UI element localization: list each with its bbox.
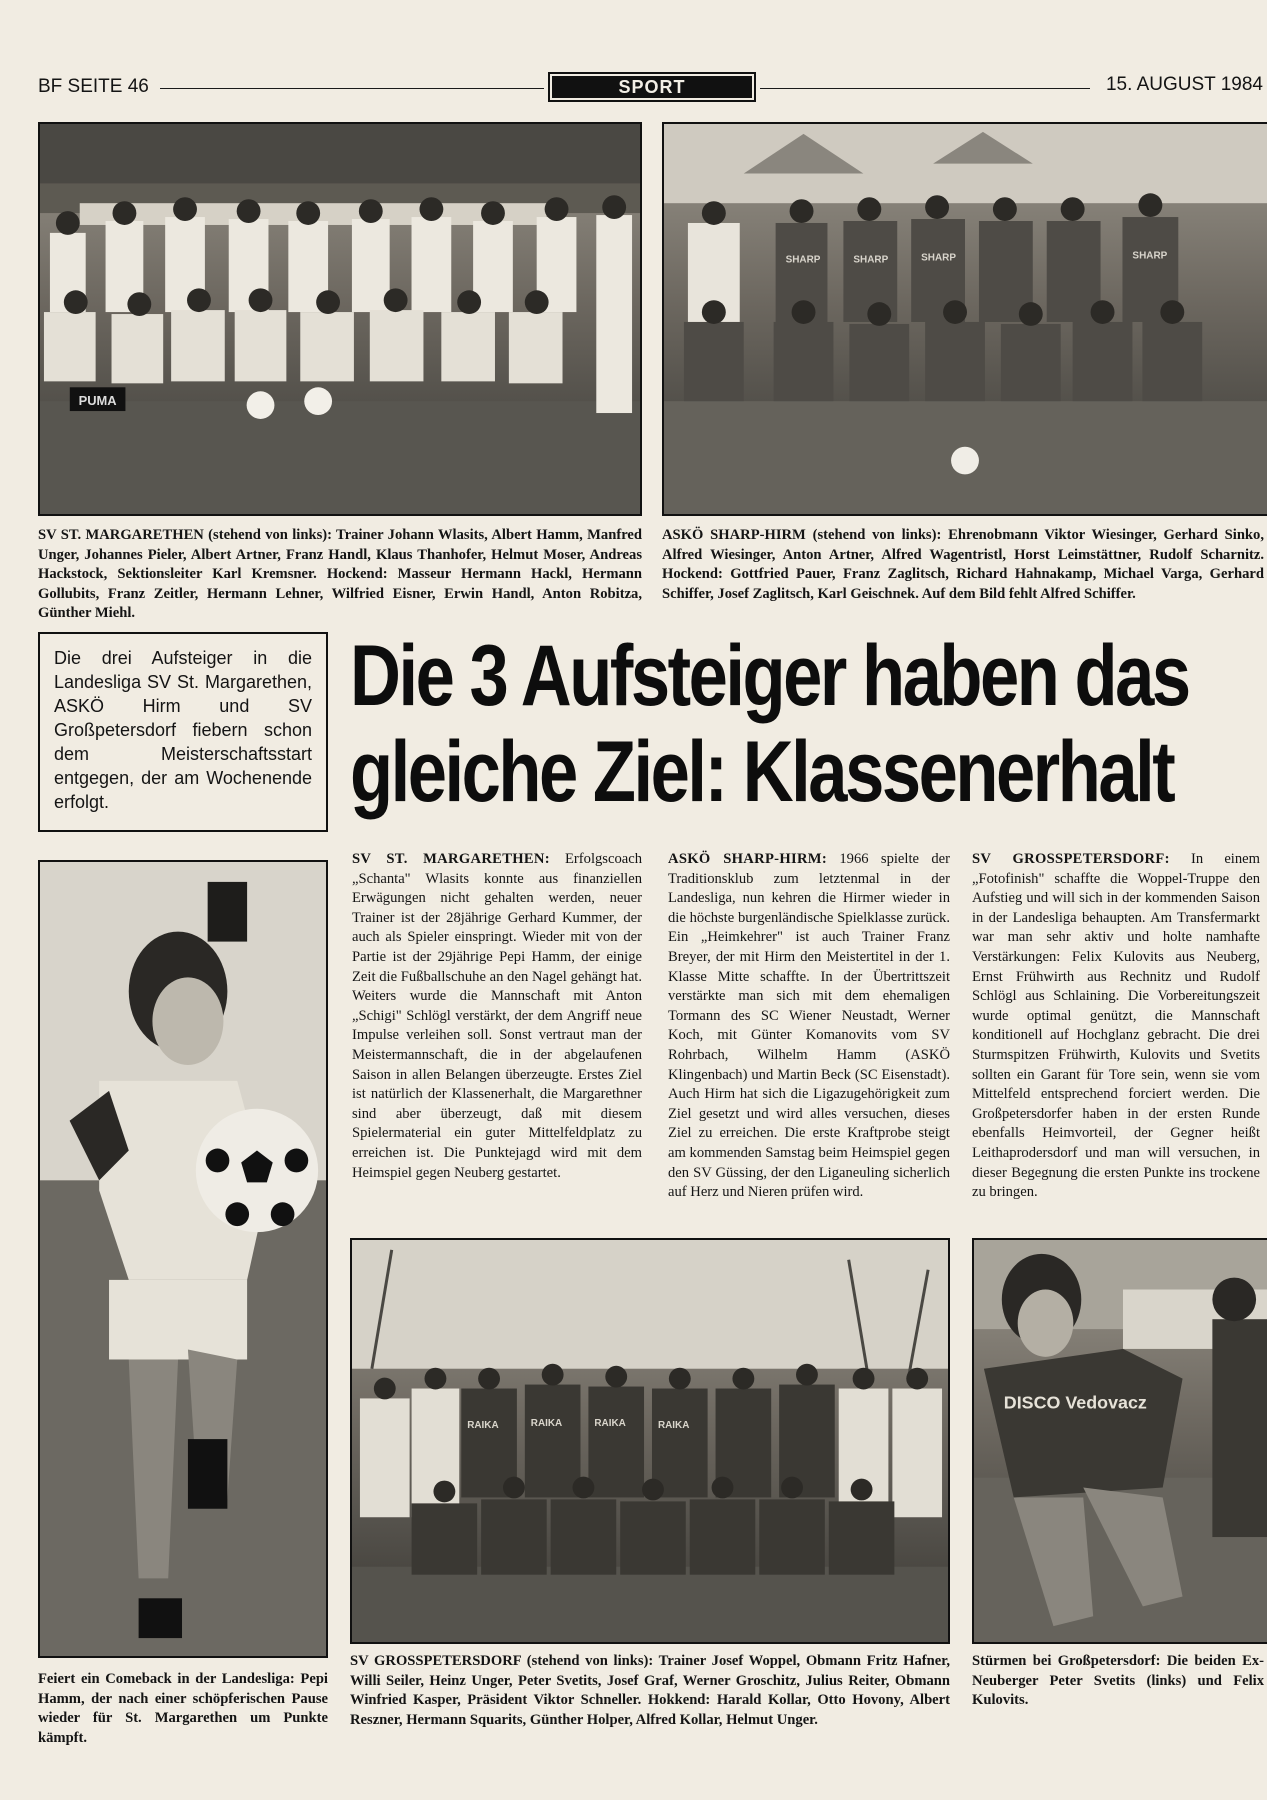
header-rule-right <box>760 88 1090 89</box>
sign-raika-4: RAIKA <box>657 1420 690 1432</box>
section-label-box <box>548 72 756 102</box>
article-st-margarethen: SV ST. MARGARETHEN: Erfolgscoach „Schanta" Wlasits konnte aus finanziellen Erwägungen nicht gehalten werden, neuer Trainer ist der 28jährige Gerhard Kummer, der auch als Spieler einspringt. Wieder mit von der Partie ist der 29jährige Pepi Hamm, der einige Zeit die Fußballschuhe an den Nagel gehängt hat. Weiters wurde die Mannschaft mit Anton „Schigi" Schlögl verstärkt, der dem Angriff neue Impulse verleihen soll. Sonst vertraut man der Meistermannschaft, die in der abgelaufenen Saison in allen Belangen überzeugte. Erstes Ziel ist natürlich der Klassenerhalt, die Margarethner sind aber überzeugt, daß mit diesem Spielermaterial ein guter Mittelfeldplatz zu erreichen ist. Die Punktejagd wird mit dem Heimspiel gegen Neuberg gestartet. <box>352 851 642 1181</box>
caption-grosspetersdorf: SV GROSSPETERSDORF (stehend von links): Trainer Josef Woppel, Obmann Fritz Hafner, Willi Seiler, Heinz Unger, Peter Svetits, Josef Graf, Werner Groschitz, Julius Reiter, Obmann Winfried Kasper, Präsident Viktor Schneller. Hokkend: Harald Kollar, Otto Hovony, Albert Reszner, Hermann Squarits, Günther Holper, Alfred Kollar, Helmut Unger. <box>350 1653 950 1728</box>
caption-asko-sharp-hirm: ASKÖ SHARP-HIRM (stehend von links): Ehrenobmann Viktor Wiesinger, Gerhard Sinko, Alfred Wiesinger, Anton Artner, Alfred Wagentristl, Horst Leimstättner, Rudolf Scharnitz. Hockend: Gottfried Pauer, Franz Zaglitsch, Richard Hahnakamp, Michael Varga, Gerhard Schiffer, Josef Zaglitsch, Karl Geischnek. Auf dem Bild fehlt Alfred Schiffer. <box>662 527 1264 602</box>
sign-sharp-3: SHARP <box>921 252 957 264</box>
caption-svetits-kulovits: Stürmen bei Großpetersdorf: Die beiden Ex-Neuberger Peter Svetits (links) und Felix Kulovits. <box>972 1653 1264 1708</box>
article-asko-sharp-hirm: ASKÖ SHARP-HIRM: 1966 spielte der Traditionsklub zum letztenmal in der Landesliga, nun kehren die Hirmer wieder in die höchste burgenländische Spielklasse zurück. Ein „Heimkehrer" ist auch Trainer Franz Breyer, der mit Hirm den Meistertitel in der 1. Klasse Mitte schaffte. In der Übertrittszeit verstärkte man sich mit dem ehemaligen Tormann des SC Wiener Neustadt, Werner Koch, mit Günter Komanovits vom SV Rohrbach, Wilhelm Hamm (ASKÖ Klingenbach) und Martin Beck (SC Eisenstadt). Auch Hirm hat sich die Ligazugehörigkeit zum Ziel gesetzt und wird alles versuchen, dieses Ziel zu erreichen. Die erste Kraftprobe steigt am kommenden Samstag beim Heimspiel gegen den SV Güssing, der den Liganeuling sicherlich auf Herz und Nieren prüfen wird. <box>668 851 950 1201</box>
header-rule-left <box>160 88 544 89</box>
headline-line-2: gleiche Ziel: Klassenerhalt <box>350 724 1174 820</box>
photo-team-grosspetersdorf <box>350 1238 950 1644</box>
sign-sharp-2: SHARP <box>853 254 889 266</box>
photo-pepi-hamm <box>38 860 328 1658</box>
sign-raika-3: RAIKA <box>594 1418 626 1430</box>
caption-st-margarethen: SV ST. MARGARETHEN (stehend von links): Trainer Johann Wlasits, Albert Hamm, Manfred Unger, Johannes Pieler, Albert Artner, Franz Handl, Klaus Thanhofer, Helmut Moser, Andreas Hackstock, Sektionsleiter Karl Kremsner. Hockend: Masseur Hermann Hackl, Hermann Gollubits, Franz Zeitler, Hermann Lehner, Wilfried Eisner, Erwin Handl, Anton Robitza, Günther Miehl. <box>38 527 642 621</box>
article-grosspetersdorf: SV GROSSPETERSDORF: In einem „Fotofinish" schaffte die Woppel-Truppe den Aufstieg und will sich in der kommenden Saison in der Landesliga behaupten. Am Transfermarkt war man sehr aktiv und holte namhafte Verstärkungen: Felix Kulovits aus Neuberg, Ernst Frühwirth aus Rechnitz und Rudolf Schlögl aus Schlaining. Die Vorbereitungszeit wurde optimal genützt, die Mannschaft konditionell auf Hochglanz gebracht. Die drei Sturmspitzen Frühwirth, Kulovits und Svetits sollten ein Garant für Tore sein, wenn sie vom Mittelfeld entsprechend forciert werden. Die Großpetersdorfer haben in der ersten Runde ebenfalls Heimvorteil, der Gegner heißt Leithaprodersdorf und man will versuchen, in dieser Begegnung die ersten Punkte ins trockene zu bringen. <box>972 851 1260 1201</box>
sign-sharp-1: SHARP <box>785 254 821 266</box>
headline <box>350 628 1189 820</box>
photo-svetits-kulovits <box>972 1238 1267 1644</box>
sign-disco: DISCO Vedovacz <box>1003 1392 1147 1413</box>
sign-raika-1: RAIKA <box>467 1420 499 1432</box>
photo-team-asko-sharp-hirm <box>662 122 1267 516</box>
headline-line-1: Die 3 Aufsteiger haben das <box>350 628 1189 724</box>
sign-puma: PUMA <box>78 393 117 409</box>
issue-date: 15. AUGUST 1984 <box>1105 74 1263 95</box>
sign-sharp-4: SHARP <box>1132 250 1168 262</box>
caption-pepi-hamm: Feiert ein Comeback in der Landesliga: Pepi Hamm, der nach einer schöpferischen Pause wieder für St. Margarethen um Punkte kämpft. <box>38 1671 328 1746</box>
page-number: BF SEITE 46 <box>38 76 149 97</box>
photo-team-st-margarethen <box>38 122 642 516</box>
sign-raika-2: RAIKA <box>530 1418 563 1430</box>
section-label: SPORT <box>552 76 752 98</box>
intro-box: Die drei Aufsteiger in die Landesliga SV St. Margarethen, ASKÖ Hirm und SV Großpetersdorf fiebern schon dem Meisterschaftsstart entgegen, der am Wochenende erfolgt. <box>38 632 328 832</box>
